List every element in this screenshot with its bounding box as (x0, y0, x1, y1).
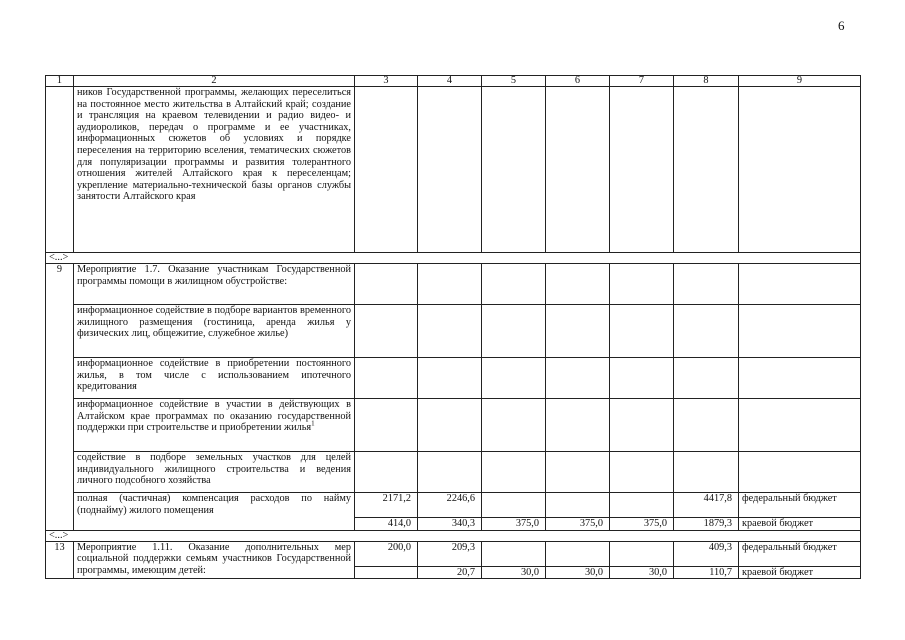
value-cell: 209,3 (418, 541, 482, 566)
table-row (46, 264, 861, 305)
value-cell (482, 541, 546, 566)
sub-measure: информационное содействие в приобретении постоянного жилья, в том числе с использованием ипотечного кредитования (74, 358, 355, 399)
row-number: 13 (46, 541, 74, 579)
table-row (46, 541, 861, 566)
ellipsis-marker: <...> (46, 530, 861, 541)
sub-measure-text: информационное содействие в участии в действующих в Алтайском крае программах по оказанию государственной поддержки при строительстве и приобретении жилья (77, 399, 351, 434)
value-cell (355, 566, 418, 579)
value-cell: 4417,8 (674, 493, 739, 518)
value-cell: 30,0 (610, 566, 674, 579)
sub-measure (74, 399, 355, 452)
value-cell (610, 493, 674, 518)
column-header: 1 (46, 76, 74, 87)
value-cell (546, 541, 610, 566)
ellipsis-marker: <...> (46, 253, 861, 264)
column-header: 8 (674, 76, 739, 87)
footnote-mark: 1 (311, 419, 315, 428)
measure-description: ников Государственной программы, желающих переселиться на постоянное место жительства в Алтайский край; создание и трансляция на краевом телевидении и радио видео- и аудиороликов, передач о программе и ее участниках, информационных сюжетов об условиях и порядке переселения на территорию вселения, тематических сюжетов для популяризации программы и развития толерантного отношения жителей Алтайского края к переселенцам; укрепление материально-технической базы органов службы занятости Алтайского края (74, 87, 355, 253)
measure-title: Мероприятие 1.7. Оказание участникам Государственной программы помощи в жилищном обустройстве: (74, 264, 355, 305)
value-cell: 375,0 (546, 518, 610, 531)
value-cell: 414,0 (355, 518, 418, 531)
value-cell (546, 493, 610, 518)
budget-source: федеральный бюджет (739, 493, 861, 518)
page-number: 6 (838, 18, 845, 33)
value-cell (482, 493, 546, 518)
column-header: 9 (739, 76, 861, 87)
value-cell: 2171,2 (355, 493, 418, 518)
budget-source: краевой бюджет (739, 518, 861, 531)
measure-title: Мероприятие 1.11. Оказание дополнительных мер социальной поддержки семьям участников Государственной программы, имеющим детей: (74, 541, 355, 579)
column-header: 4 (418, 76, 482, 87)
budget-source: федеральный бюджет (739, 541, 861, 566)
value-cell: 375,0 (482, 518, 546, 531)
column-header: 7 (610, 76, 674, 87)
value-cell: 375,0 (610, 518, 674, 531)
table-row (46, 87, 861, 253)
column-header: 2 (74, 76, 355, 87)
value-cell: 409,3 (674, 541, 739, 566)
value-cell: 30,0 (546, 566, 610, 579)
row-number: 9 (46, 264, 74, 531)
value-cell: 200,0 (355, 541, 418, 566)
value-cell (610, 541, 674, 566)
sub-measure: информационное содействие в подборе вариантов временного жилищного размещения (гостиница, аренда жилья у физических лиц, общежитие, служебное жилье) (74, 305, 355, 358)
program-measures-table (45, 75, 861, 579)
table-row (46, 399, 861, 452)
column-number-row (46, 76, 861, 87)
table-row (46, 358, 861, 399)
table-row (46, 493, 861, 518)
value-cell: 2246,6 (418, 493, 482, 518)
omission-row (46, 253, 861, 264)
sub-measure: содействие в подборе земельных участков для целей индивидуального жилищного строительства и ведения личного подсобного хозяйства (74, 452, 355, 493)
omission-row (46, 530, 861, 541)
value-cell: 340,3 (418, 518, 482, 531)
table-row (46, 452, 861, 493)
value-cell: 1879,3 (674, 518, 739, 531)
sub-measure: полная (частичная) компенсация расходов по найму (поднайму) жилого помещения (74, 493, 355, 531)
column-header: 5 (482, 76, 546, 87)
table-row (46, 305, 861, 358)
column-header: 3 (355, 76, 418, 87)
column-header: 6 (546, 76, 610, 87)
value-cell: 110,7 (674, 566, 739, 579)
value-cell: 20,7 (418, 566, 482, 579)
budget-source: краевой бюджет (739, 566, 861, 579)
value-cell: 30,0 (482, 566, 546, 579)
